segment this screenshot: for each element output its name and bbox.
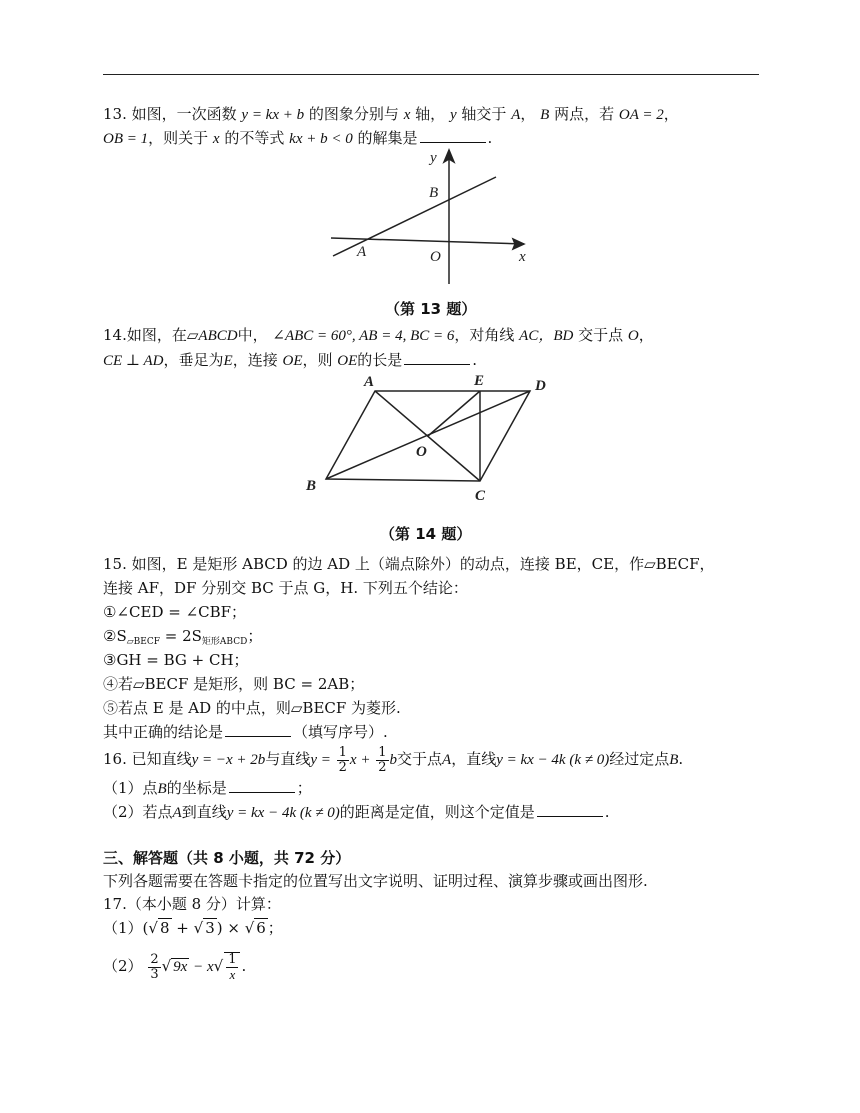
- q13-var-x: x: [212, 131, 220, 147]
- frac-num: 1: [228, 952, 237, 967]
- frac-num: 2: [150, 951, 159, 967]
- q16-text: 交于点: [397, 750, 443, 768]
- q16-period: .: [604, 803, 610, 821]
- q14-period: .: [472, 351, 478, 369]
- answer-blank: [229, 778, 295, 793]
- q15-c2-text: ；: [247, 627, 263, 645]
- fraction-half: [337, 746, 349, 775]
- q14-text: 的长是: [357, 351, 403, 369]
- q16-point-a: A: [442, 752, 452, 768]
- q14-text: ，连接: [232, 351, 278, 369]
- q15-conclusion-1: ①∠CED = ∠CBF；: [103, 603, 247, 621]
- q13-inequality: kx + b < 0: [289, 131, 353, 147]
- q17-expr: ) × √: [216, 919, 255, 937]
- q14-text: ，对角线: [454, 326, 515, 344]
- q15-c2-sub: 矩形ABCD: [201, 637, 248, 647]
- q13-var-x: x: [403, 107, 411, 123]
- q14-abcd: ABCD: [198, 328, 238, 344]
- frac-den: 2: [338, 759, 347, 775]
- q15-c2-sub: ▱BECF: [126, 637, 160, 647]
- q17-expr: (√: [142, 919, 158, 937]
- q14-text: ，则: [302, 351, 333, 369]
- q17-part-label: （2）: [103, 957, 143, 975]
- q16-point-b: B: [669, 752, 679, 768]
- diagonal-bd: [326, 391, 530, 479]
- label-b: B: [429, 185, 439, 201]
- q17-title: 17.（本小题 8 分）计算：: [103, 895, 281, 913]
- q13-text: 轴交于: [461, 105, 507, 123]
- q16-text: 经过定点: [609, 750, 670, 768]
- frac-den: 3: [150, 966, 159, 982]
- q14-point-o: O: [627, 328, 639, 344]
- q17-expr: − x: [189, 959, 214, 975]
- q14-oe: OE: [337, 353, 358, 369]
- q14-oe: OE: [282, 353, 303, 369]
- section-description: 下列各题需要在答题卡指定的位置写出文字说明、证明过程、演算步骤或画出图形.: [103, 872, 648, 890]
- q13-text: ，则关于: [148, 129, 209, 147]
- q14-point-e: E: [223, 353, 233, 369]
- q14-perpendicular: CE ⊥ AD: [103, 353, 164, 369]
- q16-line-3: y = kx − 4k (k ≠ 0): [496, 752, 610, 768]
- q17-expr: ；: [267, 919, 283, 937]
- x-axis-arrow: [513, 239, 524, 249]
- q13-comma: ，: [663, 105, 679, 123]
- q13-text: 13. 如图，一次函数: [103, 105, 237, 123]
- answer-blank: [420, 128, 486, 143]
- q15-conclusion-3: ③GH = BG + CH；: [103, 651, 249, 669]
- label-b: B: [306, 478, 317, 494]
- q13-text: 轴，: [415, 105, 446, 123]
- q13-caption: （第 13 题）: [385, 300, 477, 318]
- answer-blank: [537, 802, 603, 817]
- q16-text: ；: [296, 779, 312, 797]
- q16-part2: [103, 802, 610, 823]
- q15-line2: 连接 AF，DF 分别交 BC 于点 G，H. 下列五个结论：: [103, 579, 468, 597]
- q16-text: （1）点: [103, 779, 158, 797]
- q14-diagonals: AC，BD: [519, 328, 574, 344]
- answer-blank: [225, 722, 291, 737]
- label-x: x: [519, 249, 526, 265]
- label-o: O: [430, 249, 441, 265]
- q16-period: .: [678, 750, 684, 768]
- radicand: 3: [205, 919, 215, 937]
- fraction-one-over-x: [224, 952, 240, 982]
- radicand: 9x: [173, 959, 188, 975]
- q15-conclusion-2: [103, 626, 262, 652]
- q16-line-1: y = −x + 2b: [191, 752, 266, 768]
- label-c: C: [475, 488, 486, 504]
- frac-den: x: [229, 967, 236, 982]
- frac-num: 1: [378, 744, 387, 760]
- q16-text: 的距离是定值，则这个定值是: [339, 803, 535, 821]
- q15-text: （填写序号）.: [293, 723, 388, 741]
- q16-point-b: B: [157, 781, 167, 797]
- q16-line-2: x +: [349, 752, 371, 768]
- q15-c2-text: = 2S: [159, 627, 202, 645]
- q14-figure: [302, 368, 552, 504]
- q16-text: 与直线: [265, 750, 311, 768]
- label-y: y: [430, 150, 437, 166]
- q16-line1: [103, 744, 683, 775]
- q17-part-label: （1）: [103, 919, 143, 937]
- q16-text: 的坐标是: [166, 779, 227, 797]
- q13-text: 两点，若: [554, 105, 615, 123]
- q13-text: 的图象分别与: [308, 105, 399, 123]
- q13-text: 的不等式: [224, 129, 285, 147]
- q13-figure: [326, 146, 536, 288]
- q14-caption: （第 14 题）: [380, 525, 472, 543]
- q14-text: ，垂足为: [163, 351, 224, 369]
- section-title: 三、解答题（共 8 小题，共 72 分）: [103, 849, 351, 867]
- q16-line-2: y =: [310, 752, 331, 768]
- q16-line-3: y = kx − 4k (k ≠ 0): [226, 805, 340, 821]
- q17-part1: [103, 918, 283, 938]
- q13-text: 的解集是: [357, 129, 418, 147]
- q14-conditions: ∠ABC = 60°, AB = 4, BC = 6: [272, 328, 455, 344]
- q16-point-a: A: [172, 805, 182, 821]
- q14-text: 中，: [237, 326, 268, 344]
- q17-part2: （2） $\frac{2}{3}$ √ 9x − x√ $\frac{1}{x}$ .: [103, 951, 247, 982]
- q13-line1: [103, 104, 679, 125]
- q14-comma: ，: [638, 326, 654, 344]
- q15-conclusion-5: ⑤若点 E 是 AD 的中点，则▱BECF 为菱形.: [103, 699, 401, 717]
- q14-text: 交于点: [578, 326, 624, 344]
- q16-text: 到直线: [181, 803, 227, 821]
- q15-answer: [103, 722, 388, 742]
- fraction-two-thirds: [148, 953, 160, 982]
- q13-ob: OB = 1: [103, 131, 149, 147]
- q15-line1: 15. 如图，E 是矩形 ABCD 的边 AD 上（端点除外）的动点，连接 BE，CE，作▱BECF，: [103, 555, 715, 573]
- q13-point-a: A: [511, 107, 521, 123]
- q15-text: 其中正确的结论是: [103, 723, 224, 741]
- q14-text: 14.如图，在▱: [103, 326, 199, 344]
- q17-expr: .: [241, 957, 247, 975]
- q14-line1: [103, 325, 654, 346]
- q17-expr: + √: [171, 919, 204, 937]
- q15-conclusion-4: ④若▱BECF 是矩形，则 BC = 2AB；: [103, 675, 365, 693]
- radicand: 8: [159, 919, 170, 937]
- label-a: A: [364, 374, 375, 390]
- answer-blank: [404, 350, 470, 365]
- label-e: E: [474, 373, 485, 389]
- q15-c2-text: ②S: [103, 627, 127, 645]
- q16-text: ，直线: [451, 750, 497, 768]
- q13-oa: OA = 2: [618, 107, 664, 123]
- label-d: D: [535, 378, 546, 394]
- label-o: O: [416, 444, 427, 460]
- q13-period: .: [487, 129, 493, 147]
- q13-point-b: B: [540, 107, 550, 123]
- q16-text: （2）若点: [103, 803, 173, 821]
- q13-comma: ，: [520, 105, 536, 123]
- q16-text: 16. 已知直线: [103, 750, 192, 768]
- q13-var-y: y: [449, 107, 457, 123]
- frac-num: 1: [338, 744, 347, 760]
- header-rule: [103, 74, 759, 75]
- segment-oe: [428, 391, 480, 436]
- q16-part1: [103, 778, 312, 799]
- q16-line-2: b: [389, 752, 398, 768]
- q13-function: y = kx + b: [241, 107, 305, 123]
- frac-den: 2: [378, 759, 387, 775]
- radicand: 6: [256, 919, 266, 937]
- fraction-half: [376, 746, 388, 775]
- label-a: A: [357, 244, 367, 260]
